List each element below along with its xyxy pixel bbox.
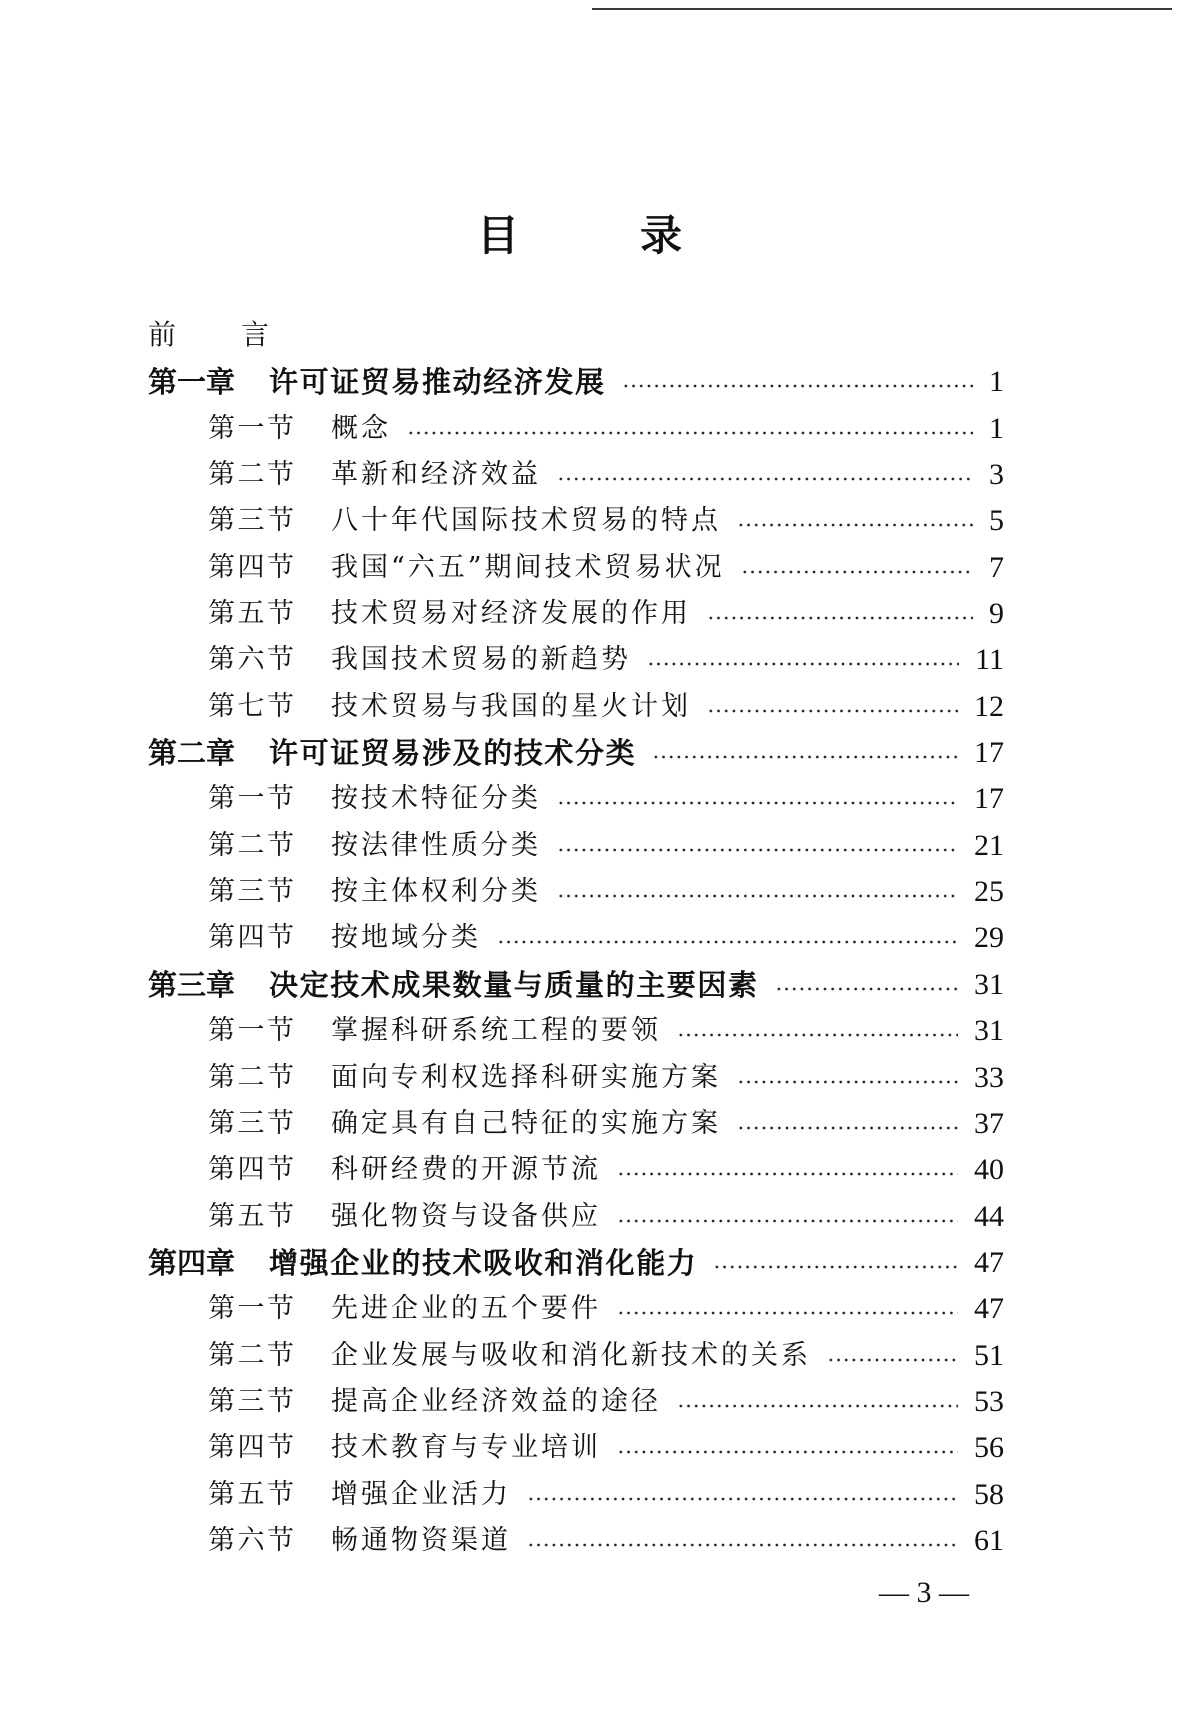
page-ref: 1 [989,365,1004,399]
section-label: 第七节 [208,690,297,722]
dot-leader [647,661,959,667]
dot-leader [775,986,958,992]
section-title: 技术教育与专业培训 [331,1432,601,1464]
page-ref: 17 [974,736,1004,770]
section-label: 第三节 [208,1107,297,1139]
section-title: 强化物资与设备供应 [331,1200,601,1232]
section-label: 第四节 [208,922,297,954]
page-ref: 44 [974,1199,1004,1233]
chapter-title: 许可证贸易涉及的技术分类 [269,736,637,771]
chapter-1-section-7-row [0,684,1004,730]
chapter-4-section-4-row [0,1425,1004,1471]
section-title: 畅通物资渠道 [331,1525,511,1557]
chapter-2-section-1-row [0,776,1004,822]
page-ref: 12 [974,689,1004,723]
page-ref: 21 [974,828,1004,862]
chapter-title: 决定技术成果数量与质量的主要因素 [269,967,759,1002]
dot-leader [407,430,973,436]
dot-leader [677,1403,958,1409]
page-ref: 47 [974,1246,1004,1279]
chapter-4-section-2-row [0,1333,1004,1379]
chapter-2-row [0,730,1004,776]
section-title: 科研经费的开源节流 [331,1154,601,1186]
section-label: 第三节 [208,876,297,908]
section-label: 第六节 [208,1525,297,1557]
dot-leader [737,1079,958,1085]
section-label: 第二节 [208,1339,297,1371]
section-title: 先进企业的五个要件 [331,1293,601,1325]
section-title: 按主体权利分类 [331,876,541,908]
chapter-1-row [0,359,1004,405]
chapter-1-section-5-row [0,591,1004,637]
chapter-4-section-3-row [0,1379,1004,1425]
section-title: 掌握科研系统工程的要领 [331,1015,661,1047]
section-title: 概念 [331,412,391,444]
page-ref: 1 [989,411,1004,445]
dot-leader [707,708,958,714]
page-ref: 53 [974,1385,1004,1419]
dot-leader [527,1542,958,1548]
page-ref: 5 [989,504,1004,538]
section-label: 第二节 [208,1061,297,1093]
dot-leader [617,1310,958,1316]
section-label: 第四节 [208,1154,297,1186]
dot-leader [617,1171,958,1177]
dot-leader [713,1264,958,1270]
chapter-3-section-5-row [0,1193,1004,1239]
section-label: 第一节 [208,1293,297,1325]
page-ref: 58 [974,1477,1004,1511]
dot-leader [737,522,973,528]
dot-leader [497,939,958,945]
table-of-contents [0,359,1004,1564]
page-ref: 56 [974,1431,1004,1465]
dot-leader [827,1357,958,1363]
section-label: 第一节 [208,412,297,444]
section-title: 面向专利权选择科研实施方案 [331,1061,721,1093]
page-ref: 40 [974,1153,1004,1187]
chapter-1-section-3-row [0,498,1004,544]
scan-edge-line [592,8,1172,10]
dot-leader [707,615,973,621]
page-ref: 33 [974,1060,1004,1094]
chapter-1-section-1-row [0,405,1004,451]
chapter-label: 第二章 [148,736,236,771]
chapter-3-section-3-row [0,1101,1004,1147]
dot-leader [677,1032,958,1038]
page-title: 目录 [477,211,804,260]
section-title: 增强企业活力 [331,1478,511,1510]
page-ref: 37 [974,1106,1004,1140]
page-ref: 7 [989,550,1004,584]
chapter-3-row [0,962,1004,1008]
section-title: 按法律性质分类 [331,829,541,861]
section-title: 革新和经济效益 [331,458,541,490]
section-label: 第三节 [208,505,297,537]
chapter-2-section-2-row [0,823,1004,869]
chapter-4-section-5-row [0,1472,1004,1518]
dot-leader [557,847,958,853]
chapter-3-section-2-row [0,1054,1004,1100]
dot-leader [617,1218,958,1224]
section-title: 我国“六五”期间技术贸易状况 [331,551,725,583]
section-label: 第四节 [208,1432,297,1464]
page-ref: 11 [975,643,1004,677]
dot-leader [741,569,973,575]
chapter-3-section-4-row [0,1147,1004,1193]
section-label: 第二节 [208,458,297,490]
section-title: 提高企业经济效益的途径 [331,1386,661,1418]
page-ref: 25 [974,875,1004,909]
section-label: 第五节 [208,1200,297,1232]
section-label: 第四节 [208,551,297,583]
section-title: 八十年代国际技术贸易的特点 [331,505,721,537]
dot-leader [527,1496,958,1502]
chapter-title: 许可证贸易推动经济发展 [269,365,606,400]
chapter-label: 第三章 [148,967,236,1002]
chapter-3-section-1-row [0,1008,1004,1054]
page-ref: 29 [974,921,1004,955]
chapter-label: 第四章 [148,1246,236,1280]
dot-leader [557,800,958,806]
section-label: 第三节 [208,1386,297,1418]
chapter-title: 增强企业的技术吸收和消化能力 [269,1246,698,1280]
page-ref: 51 [974,1338,1004,1372]
chapter-4-row [0,1240,1004,1286]
chapter-4-section-1-row [0,1286,1004,1332]
page-ref: 61 [974,1524,1004,1558]
chapter-1-section-4-row [0,544,1004,590]
dot-leader [652,754,958,760]
section-label: 第五节 [208,1478,297,1510]
page-ref: 31 [974,967,1004,1001]
page-number: — 3 — [879,1576,969,1609]
dot-leader [557,476,973,482]
chapter-1-section-6-row [0,637,1004,683]
section-label: 第一节 [208,1015,297,1047]
section-title: 确定具有自己特征的实施方案 [331,1107,721,1139]
dot-leader [622,383,973,389]
preface-entry: 前言 [148,318,335,351]
page-ref: 31 [974,1014,1004,1048]
section-label: 第五节 [208,597,297,629]
chapter-2-section-3-row [0,869,1004,915]
dot-leader [617,1449,958,1455]
section-label: 第一节 [208,783,297,815]
section-title: 技术贸易对经济发展的作用 [331,597,691,629]
section-title: 按技术特征分类 [331,783,541,815]
page-ref: 9 [989,596,1004,630]
section-title: 技术贸易与我国的星火计划 [331,690,691,722]
section-label: 第二节 [208,829,297,861]
page-ref: 47 [974,1292,1004,1326]
page-ref: 17 [974,782,1004,816]
page-ref: 3 [989,457,1004,491]
dot-leader [557,893,958,899]
dot-leader [737,1125,958,1131]
section-label: 第六节 [208,644,297,676]
section-title: 企业发展与吸收和消化新技术的关系 [331,1339,811,1371]
chapter-label: 第一章 [148,365,236,400]
section-title: 按地域分类 [331,922,481,954]
section-title: 我国技术贸易的新趋势 [331,644,631,676]
chapter-4-section-6-row [0,1518,1004,1564]
chapter-1-section-2-row [0,452,1004,498]
chapter-2-section-4-row [0,915,1004,961]
